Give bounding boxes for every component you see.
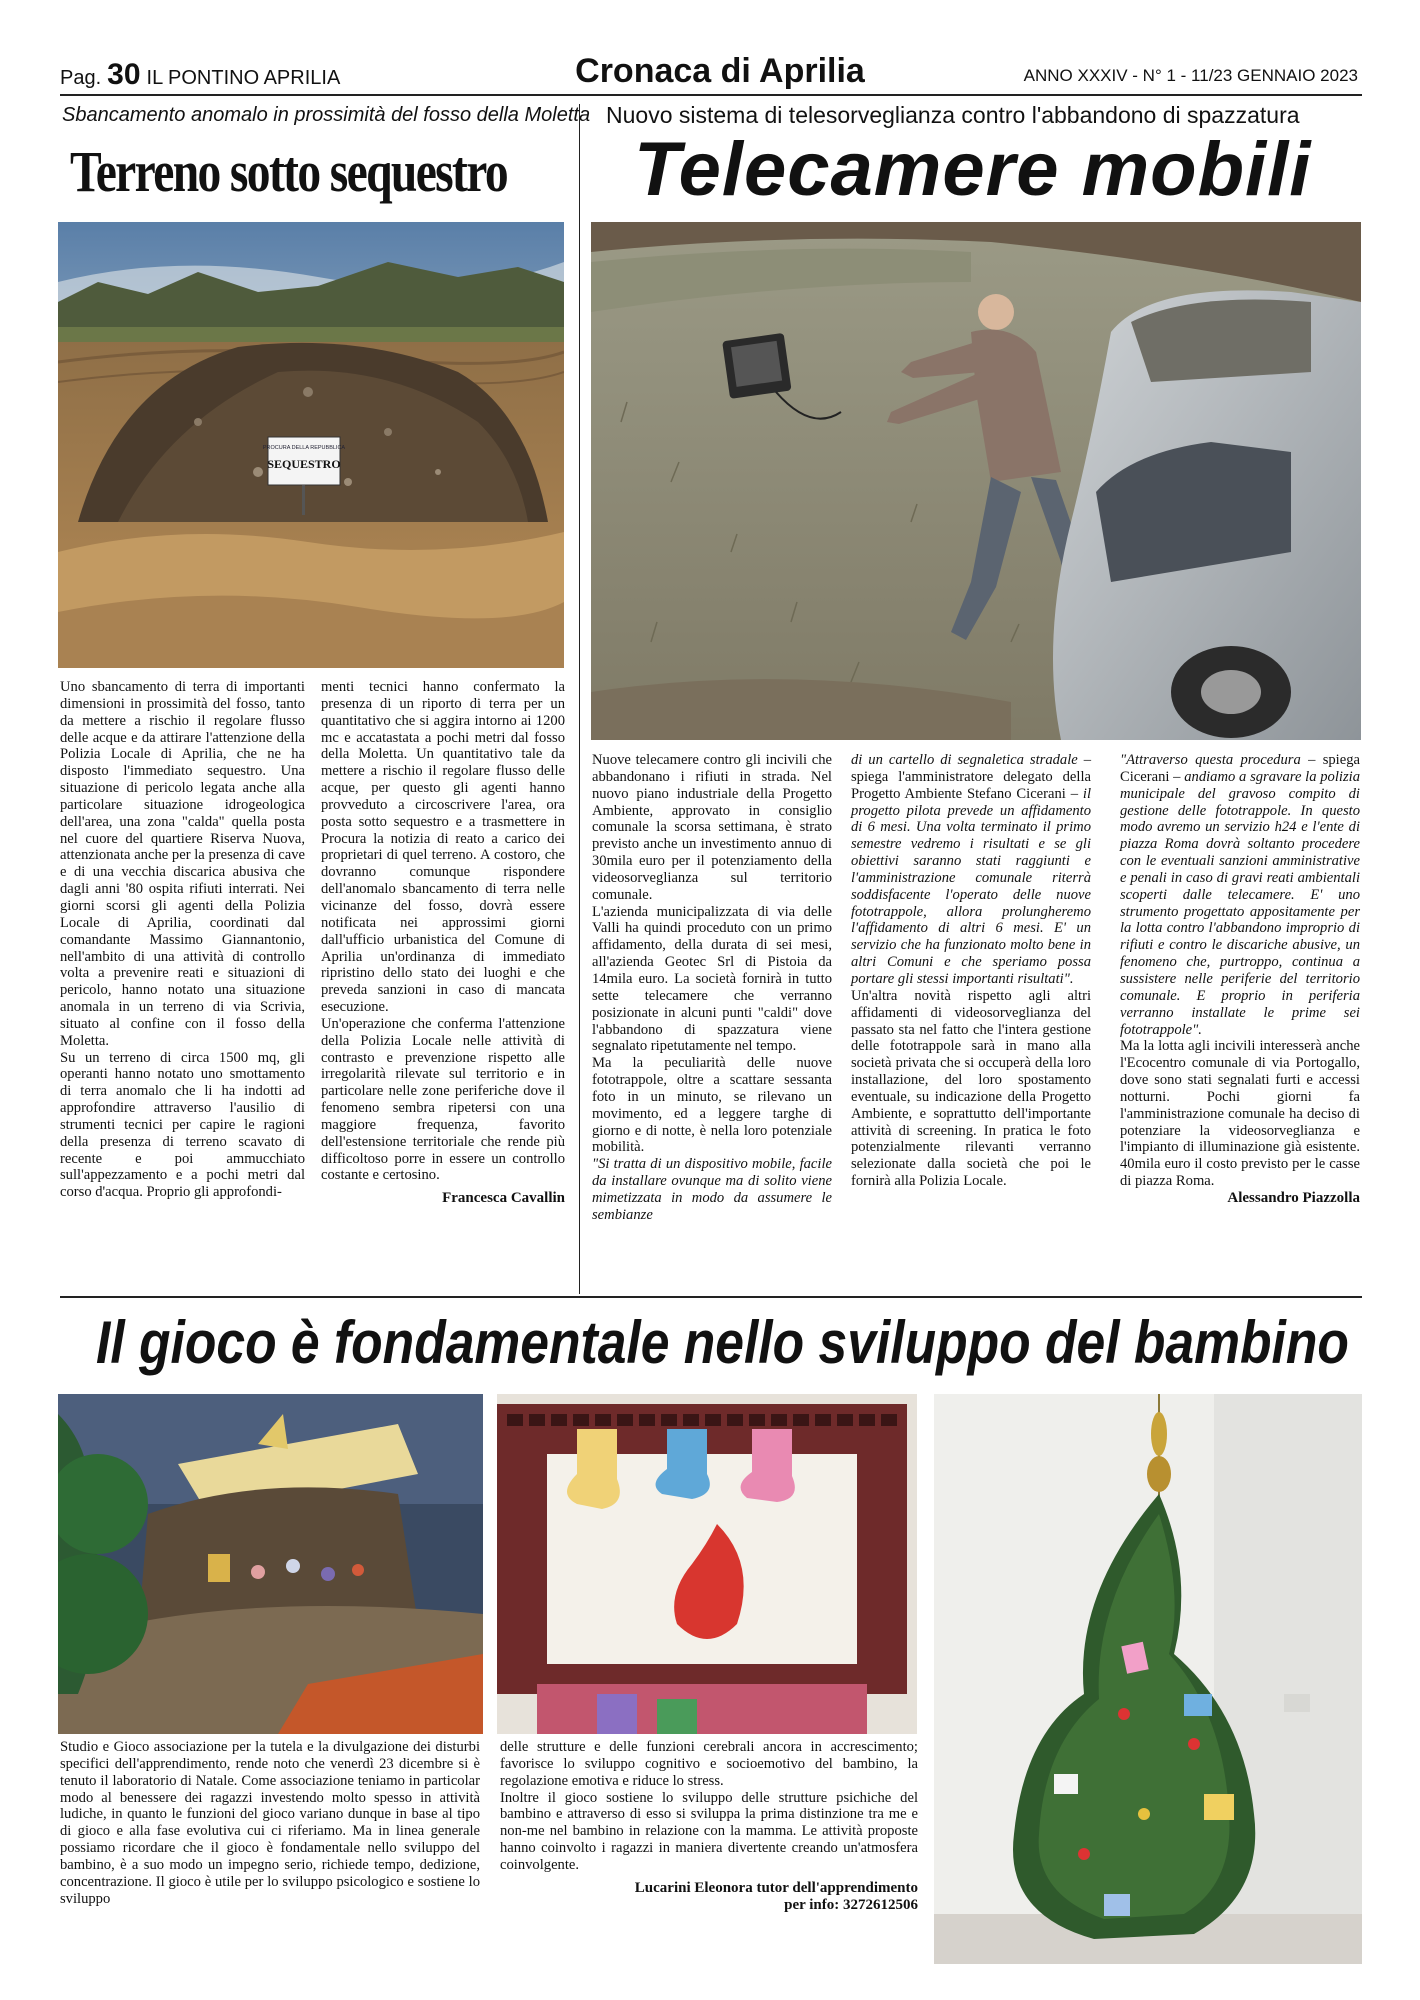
- article2-text: – spiega l'amministratore delegato della Progetto Ambiente Stefano Cicerani –: [851, 752, 1091, 802]
- page-header-left: [60, 58, 340, 92]
- article2-column-2: [851, 752, 1091, 1190]
- article2-paragraph: Ma la peculiarità delle nuove fototrappole, oltre a scattare sessanta foto in un minuto, se rilevano un movimento, ed a leggere targhe di giorno e di notte, è nella loro potenziale mobilità.: [592, 1055, 832, 1156]
- section-title: Cronaca di Aprilia: [575, 52, 865, 90]
- article1-paragraph: Un'operazione che conferma l'attenzione della Polizia Locale nelle attività di contrasto e prevenzione rispetto alle irregolarità rilevate sul territorio e in particolare nelle zone periferiche dove il fenomeno sembra ripetersi con una maggiore frequenza, favorito dell'estensione territoriale che rende più difficoltoso porre in essere un controllo costante e certosino.: [321, 1015, 565, 1184]
- article3-photo-fireplace: [497, 1394, 917, 1734]
- article3-paragraph: delle strutture e delle funzioni cerebrali ancora in accrescimento; favorisce lo sviluppo cognitivo e socioemotivo del bambino, la regolazione emotiva e riduce lo stress.: [500, 1739, 918, 1789]
- sign-text-sequestro: SEQUESTRO: [267, 457, 341, 471]
- article2-text: andiamo a sgravare la polizia municipale del gravoso compito di gestione delle fototrappole. In questo modo avremo un servizio h24 e l'ente di piazza Roma dovrà soltanto procedere con le eventuali sanzioni amministrative e penali in caso di gravi reati ambientali scoperti dalle telecamere. E' uno strumento progettato appositamente per la lotta contro l'abbandono improprio di rifiuti e contro le discariche abusive, un fenomeno che, purtroppo, continua a sussistere nelle periferie del territorio comunale. E proprio in periferia verranno installate le prime sei fototrappole".: [1120, 768, 1360, 1038]
- article1-author: Francesca Cavallin: [442, 1190, 565, 1207]
- section-rule: [60, 1296, 1362, 1298]
- publication-name: IL PONTINO APRILIA: [146, 67, 341, 89]
- article2-text: il progetto pilota prevede un affidamento di 6 mesi. Una volta terminato il primo semestre vedremo i risultati e se gli obiettivi saranno stati raggiunti e l'amministrazione comunale riterrà soddisfacente l'operato delle nuove fototrappole, allora prolungheremo l'affidamento di altri 6 mesi. E' un servizio che ha funzionato molto bene in altri Comuni e che speriamo possa portare gli stessi importanti risultati".: [851, 785, 1091, 987]
- article2-paragraph: Nuove telecamere contro gli incivili che abbandonano i rifiuti in strada. Nel nuovo piano industriale della Progetto Ambiente, approvato in consiglio comunale la scorsa settimana, è strato previsto anche un investimento annuo di 30mila euro per il potenziamento della videosorveglianza sul territorio comunale.: [592, 752, 832, 903]
- sign-text-procura: PROCURA DELLA REPUBBLICA: [262, 445, 346, 451]
- article2-paragraph: L'azienda municipalizzata di via delle Valli ha quindi proceduto con un primo affidamento, della durata di sei mesi, all'azienda Geotec Srl di Pistoia da 14mila euro. La società fornirà in tutto sette telecamere che verranno posizionate in alcuni punti "caldi" dove l'abbandono di spazzatura viene segnalato ripetutamente nel tempo.: [592, 903, 832, 1055]
- column-divider: [579, 104, 580, 1294]
- article1-column-1: [60, 679, 305, 1201]
- article2-text: spiega Cicerani –: [1120, 752, 1360, 785]
- article3-title: Il gioco è fondamentale nello sviluppo del bambino: [96, 1309, 1349, 1376]
- article1-paragraph: Su un terreno di circa 1500 mq, gli operanti hanno notato uno smottamento di terra anomalo che li ha indotti ad approfondire attraverso l'ausilio di strumenti tecnici per capire le ragioni della presenza di terreno scavato di recente e poi ammucchiato sull'appezzamento e a pochi metri dal corso d'acqua. Proprio gli approfondi-: [60, 1049, 305, 1201]
- issue-info: ANNO XXXIV - N° 1 - 11/23 GENNAIO 2023: [1023, 66, 1358, 85]
- article2-paragraph: "Si tratta di un dispositivo mobile, facile da installare ovunque ma di solito viene mimetizzata in modo da assumere le sembianze: [592, 1156, 832, 1223]
- article3-contact: per info: 3272612506: [784, 1896, 918, 1913]
- page-label: Pag.: [60, 67, 102, 89]
- article3-column-1: [60, 1739, 480, 1907]
- article1-paragraph: Uno sbancamento di terra di importanti dimensioni in prossimità del fosso, tanto da mettere a rischio il regolare flusso delle acque e da attirare l'attenzione della Polizia Locale di Aprilia, che ne ha disposto l'immediato sequestro. Una situazione di pericolo legata anche alla particolare situazione idrogeologica dell'area, una zona "calda" quella posta nel cuore del quartiere Riserva Nuova, attenzionata anche per la presenza di cave e di una vecchia discarica abusiva che dagli anni '80 ospita rifiuti interrati. Nei giorni scorsi gli agenti della Polizia Locale di Aprilia, coordinati dal comandante Massimo Giannantonio, nell'ambito di una attività di controllo volta a prevenire reati e situazioni di pericolo, hanno notato una situazione anomala in un terreno di via Scrivia, situato al confine con il fosso della Moletta.: [60, 679, 305, 1049]
- article2-paragraph: Ma la lotta agli incivili interesserà anche l'Ecocentro comunale di via Portogallo, dove sono stati segnalati furti e accessi notturni. Pochi giorni fa l'amministrazione comunale ha deciso di potenziare la videosorveglianza e l'impianto di illuminazione già esistente. 40mila euro il costo previsto per le casse di piazza Roma.: [1120, 1038, 1360, 1190]
- article3-column-2: [500, 1739, 918, 1913]
- article3-author: Lucarini Eleonora tutor dell'apprendimento: [634, 1879, 918, 1896]
- article3-photo-nativity: [58, 1394, 483, 1734]
- article3-paragraph: Inoltre il gioco sostiene lo sviluppo delle strutture psichiche del bambino e attraverso di esso si sviluppa la prima distinzione tra me e non-me nel bambino in relazione con la mamma. Le attività proposte hanno coinvolto i ragazzi in maniera divertente creando un'atmosfera coinvolgente.: [500, 1789, 918, 1873]
- article3-photo-christmas-tree: [934, 1394, 1362, 1964]
- article1-column-2: [321, 679, 565, 1207]
- page-number: 30: [107, 58, 141, 91]
- article2-title: Telecamere mobili: [634, 127, 1312, 212]
- article1-kicker: Sbancamento anomalo in prossimità del fosso della Moletta: [62, 104, 591, 126]
- article2-text: di un cartello di segnaletica stradale: [851, 752, 1078, 768]
- header-rule: [60, 94, 1362, 96]
- article2-author: Alessandro Piazzolla: [1227, 1189, 1360, 1206]
- article2-column-1: [592, 752, 832, 1224]
- article2-text: "Attraverso questa procedura –: [1120, 752, 1323, 768]
- article2-column-3: [1120, 752, 1360, 1207]
- article3-paragraph: Studio e Gioco associazione per la tutela e la divulgazione dei disturbi specifici dell'apprendimento, rende noto che venerdì 23 dicembre si è tenuto il laboratorio di Natale. Come associazione teniamo in particolar modo al benessere dei ragazzi investendo molto spesso in attività ludiche, in quanto le funzioni del gioco variano dunque in base al tipo di gioco e alla fase evolutiva cui ci riferiamo. Ma in linea generale possiamo ricordare che il gioco è fondamentale nello sviluppo del bambino, è a suo modo un impegno serio, richiede tempo, dedizione, concentrazione. Il gioco è utile per lo sviluppo psicologico e sostiene lo sviluppo: [60, 1739, 480, 1907]
- article2-paragraph: Un'altra novità rispetto agli altri affidamenti di videosorveglianza del passato sta nel fatto che l'intera gestione delle fototrappole sarà in mano alla società privata che si occuperà della loro installazione, del loro spostamento eventuale, su indicazione della Progetto Ambiente, e soprattutto dell'importante attività di screening. In pratica le foto potenzialmente rilevanti verranno selezionate dalla società che poi le fornirà alla Polizia Locale.: [851, 987, 1091, 1190]
- article1-paragraph: menti tecnici hanno confermato la presenza di un riporto di terra per un quantitativo che si aggira intorno ai 1200 mc e accatastata a pochi metri dal fosso della Moletta. Un quantitativo tale da mettere a rischio il regolare flusso delle acque, per questo gli agenti hanno provveduto a circoscrivere l'area, ora posta sotto sequestro e a trasmettere in Procura la notizia di reato a carico dei proprietari di quel terreno. A costoro, che dovranno comunque rispondere dell'anomalo sbancamento di terra nelle vicinanze del fosso, dovrà essere notificata nei approssimi giorni dall'ufficio urbanistica del Comune di Aprilia un'ordinanza di immediato ripristino dello stato dei luoghi e che preveda sanzioni in caso di mancata esecuzione.: [321, 679, 565, 1016]
- article2-photo-tv-dumping: [591, 222, 1361, 740]
- article2-kicker: Nuovo sistema di telesorveglianza contro l'abbandono di spazzatura: [606, 102, 1300, 128]
- article1-photo-earth-mound: [58, 222, 564, 668]
- article1-title: Terreno sotto sequestro: [70, 139, 507, 204]
